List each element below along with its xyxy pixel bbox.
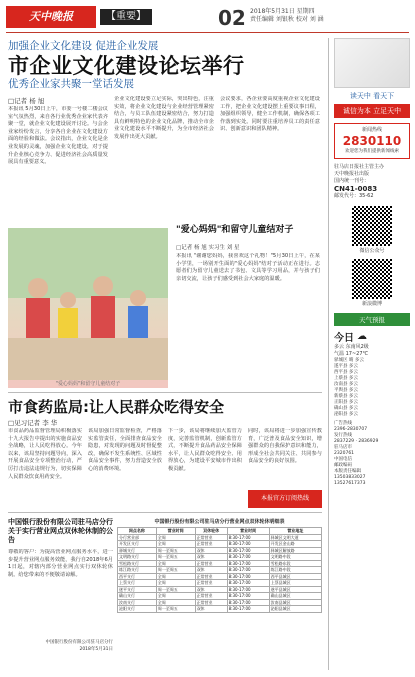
table-cell: 遂平支行 <box>118 586 157 593</box>
table-cell: 全周 <box>156 560 195 567</box>
table-cell: 西平支行 <box>118 573 157 580</box>
weather-temperature: 气温 17~27℃ <box>334 351 369 357</box>
second-column-4: 同时，该局将进一步加强宣传教育，广泛普及食品安全知识，增强群众的自我保护意识和能力，形成全社会共同关注、共同参与食品安全的良好氛围。 <box>248 428 322 465</box>
table-cell: 8:30-17:00 <box>227 586 269 593</box>
table-cell: 全周 <box>156 593 195 600</box>
sidebar-info-line: 驻马店市 <box>334 445 352 450</box>
weather-county-item: 正阳县 多云 <box>334 400 358 405</box>
org-line: 天中晚报社出版 <box>334 171 370 177</box>
bank-notice <box>8 518 113 653</box>
sidebar-info-line: 2396-2830707 <box>334 427 368 432</box>
table-cell: 正常营业 <box>195 573 227 580</box>
table-cell: 正常营业 <box>195 541 227 548</box>
second-byline: □见习记者 李 华 <box>8 419 58 427</box>
table-cell: 周一至周五 <box>156 586 195 593</box>
sidebar-bottom-info <box>334 421 410 487</box>
notice-date: 2018年5月31日 <box>79 647 113 652</box>
lead-kicker: 加强企业文化建设 促进企业发展 <box>8 40 159 52</box>
table-cell: 雪松路支行 <box>118 560 157 567</box>
sub-body: 本报讯 "谢谢您妈妈，我喜欢这个礼物！"5月30日上午，在某小学里，一场别开生面的"爱心妈妈"结对子活动正在进行。志愿者们为留守儿童送去了书包、文具等学习用品，并与孩子们亲切交流，让孩子们感受到社会大家庭的温暖。 <box>176 253 320 282</box>
sidebar-info-line: 13503833027 <box>334 475 366 480</box>
story-photo <box>8 228 168 388</box>
weather-day-label: 今日 <box>334 333 354 344</box>
table-cell: 雪松路东段 <box>269 560 321 567</box>
table-cell: 双休 <box>195 586 227 593</box>
table-cell: 确山县城区 <box>269 593 321 600</box>
sidebar-divider <box>328 38 329 670</box>
org-line: CN41-0083 <box>334 185 378 193</box>
qr-label-wechat: 微信公众号 <box>359 248 385 254</box>
qr-code-weibo <box>352 259 392 299</box>
table-cell: 8:30-17:00 <box>227 567 269 574</box>
weather-county-list <box>334 358 410 418</box>
sub-byline: □记者 杨 旭 实习生 刘 星 <box>176 245 240 251</box>
table-cell: 8:30-17:00 <box>227 547 269 554</box>
dateline <box>250 8 410 24</box>
org-info <box>334 164 410 200</box>
sidebar-tagline: 读天中 看天下 <box>349 92 395 100</box>
newspaper-logo: 天中晚报 <box>6 6 96 28</box>
table-cell: 8:30-17:00 <box>227 573 269 580</box>
table-cell: 周一至周五 <box>156 554 195 561</box>
table-cell: 周一至周五 <box>156 567 195 574</box>
table-cell: 西平县城区 <box>269 573 321 580</box>
issue-date: 2018年5月31日 星期四 <box>250 8 315 15</box>
second-column-1: 市食品药品监督管理局积极落实十九大报告中提出的实施食品安全战略，让人民吃得放心。今年以来，该局坚持问题导向，深入开展食品安全专项整治行动，严厉打击违法违规行为，切实保障人民群众饮食用药安全。 <box>8 428 82 480</box>
top-rule <box>6 32 409 33</box>
table-cell: 汝南支行 <box>118 599 157 606</box>
table-cell: 练江路中段 <box>269 567 321 574</box>
lead-column-1: 本报讯 5月30日上午，市委一号楼二楼会议室气氛热烈，来自各行业优秀企业家代表齐聚一堂，就企业文化建设展开讨论。与会企业家纷纷发言，分享各自企业在文化建设方面的经验和做法。会议指出，企业文化是企业发展的灵魂，加强企业文化建设，对于提升企业核心竞争力、促进经济社会高质量发展具有重要意义。 <box>8 106 108 166</box>
table-cell: 8:30-17:00 <box>227 554 269 561</box>
table-cell: 正常营业 <box>195 580 227 587</box>
table-cell: 8:30-17:00 <box>227 606 269 613</box>
sidebar-info-line: 13527617373 <box>334 481 366 486</box>
sidebar-logo-image <box>334 38 410 88</box>
table-cell: 确山支行 <box>118 593 157 600</box>
weather-county-item: 新蔡县 多云 <box>334 394 358 399</box>
hotline-box <box>334 123 410 159</box>
table-cell: 双休 <box>195 547 227 554</box>
table-cell: 上蔡县城区 <box>269 580 321 587</box>
page-number: 02 <box>218 6 246 30</box>
table-cell: 练江路支行 <box>118 567 157 574</box>
hotline-note: 欢迎您为我们提供新闻线索 <box>345 149 399 154</box>
table-cell: 全周 <box>156 541 195 548</box>
table-cell: 文明路支行 <box>118 554 157 561</box>
second-headline: 市食药监局:让人民群众吃得安全 <box>8 398 225 416</box>
table-cell: 8:30-17:00 <box>227 593 269 600</box>
editor-credit: 责任编辑 刘银秋 校对 刘 涵 <box>250 16 324 23</box>
weather-county-item: 西平县 多云 <box>334 370 358 375</box>
table-header: 营业时间 <box>227 528 269 535</box>
table-cell: 双休 <box>195 606 227 613</box>
hotline-number: 2830110 <box>342 134 402 148</box>
table-cell: 遂平县城区 <box>269 586 321 593</box>
lead-column-3: 会议要求，各企业要高度重视企业文化建设工作，把企业文化建设摆上重要议事日程，加强组织领导，健全工作机制，确保各项工作落到实处。同时要注重培养员工的责任意识、创新意识和团队精神。 <box>220 96 320 133</box>
table-cell: 开发区金山路 <box>269 541 321 548</box>
weather-county-item: 平舆县 多云 <box>334 388 358 393</box>
weather-county-item: 确山县 多云 <box>334 406 358 411</box>
table-cell: 全周 <box>156 599 195 606</box>
weather-county-item: 上蔡县 多云 <box>334 376 358 381</box>
table-header: 营业时间 <box>156 528 195 535</box>
table-cell: 8:30-17:00 <box>227 534 269 541</box>
table-cell: 驿城区文明大道 <box>269 534 321 541</box>
branch-schedule-table <box>117 527 322 613</box>
weather-description: 多云 东南风2级 <box>334 344 369 350</box>
table-cell: 全周 <box>156 580 195 587</box>
table-cell: 泌阳支行 <box>118 606 157 613</box>
table-cell: 双休 <box>195 567 227 574</box>
sub-headline: "爱心妈妈"和留守儿童结对子 <box>176 225 294 235</box>
weather-cloud-icon: ☁ <box>357 331 367 342</box>
weather-county-item: 遂平县 多云 <box>334 364 358 369</box>
table-header: 网点名称 <box>118 528 157 535</box>
sidebar-info-line: 本版责任编辑 <box>334 469 361 474</box>
lead-subhead: 优秀企业家共聚一堂话发展 <box>8 78 134 90</box>
sidebar-info-line: 邮政编码 <box>334 463 352 468</box>
second-column-2: 该局加强日常监督检查，严格落实监管责任，全面排查食品安全隐患，对发现的问题及时督促整改，确保不发生系统性、区域性食品安全事件，努力营造安全放心的消费环境。 <box>88 428 162 472</box>
table-cell: 分行营业部 <box>118 534 157 541</box>
photo-illustration <box>8 228 168 380</box>
table-cell: 全周 <box>156 534 195 541</box>
table-cell: 8:30-17:00 <box>227 541 269 548</box>
ad-banner: 本报官方订阅热线 <box>248 490 322 508</box>
sidebar-slogan: 诚信为本 立足天中 <box>334 104 410 118</box>
lead-headline: 市企业文化建设论坛举行 <box>8 54 245 78</box>
sidebar-info-line: 广告热线 <box>334 421 352 426</box>
sidebar-info-line: 发行热线 <box>334 433 352 438</box>
table-title: 中国银行股份有限公司驻马店分行营业网点双休轮休明细表 <box>154 519 285 525</box>
table-cell: 文明路中段 <box>269 554 321 561</box>
org-line: 邮发代号：35-62 <box>334 193 374 199</box>
notice-title: 中国银行股份有限公司驻马店分行关于实行营业网点双休轮休制的公告 <box>8 518 113 544</box>
table-cell: 上蔡支行 <box>118 580 157 587</box>
notice-body: 尊敬的客户：为提高营业网点服务水平，进一步提升营业网点服务效能，我行自2018年6月1日起，对辖内部分营业网点实行双休轮休制。给您带来的不便敬请谅解。 <box>8 549 113 578</box>
table-cell: 正常营业 <box>195 593 227 600</box>
table-cell: 周一至周五 <box>156 547 195 554</box>
table-cell: 正常营业 <box>195 534 227 541</box>
table-cell: 双休 <box>195 554 227 561</box>
qr-code-wechat <box>352 206 392 246</box>
table-header: 双休轮休 <box>195 528 227 535</box>
table-cell: 8:30-17:00 <box>227 580 269 587</box>
table-cell: 驿城支行 <box>118 547 157 554</box>
section-tag: 【重要】 <box>100 9 152 25</box>
weather-county-item: 汝南县 多云 <box>334 382 358 387</box>
sidebar-info-line: 中国电信 <box>334 457 352 462</box>
photo-caption: "爱心妈妈"和留守儿童结对子 <box>55 381 121 387</box>
branch-table <box>117 518 322 613</box>
lead-column-2: 企业文化建设要立足实际，突出特色，注重实效，将企业文化建设与企业经营管理紧密结合，与员工队伍建设紧密结合，努力打造具有鲜明特色的企业文化品牌，推动全市企业文化建设水平不断提升，为全市经济社会发展作出更大贡献。 <box>114 96 214 140</box>
section-divider-2 <box>8 512 322 513</box>
table-cell: 泌阳县城区 <box>269 606 321 613</box>
lead-byline: □记者 杨 旭 <box>8 97 45 105</box>
table-cell: 全周 <box>156 573 195 580</box>
table-cell: 周一至周五 <box>156 606 195 613</box>
weather-title: 天气预报 <box>334 313 410 326</box>
second-column-3: 下一步，该局将继续加大监管力度，完善监管机制，创新监管方式，不断提升食品药品安全保障水平，让人民群众吃得安全、用得放心，为建设平安城市作出积极贡献。 <box>168 428 242 472</box>
sidebar-info-line: 2837229 · 2836929 <box>334 439 379 444</box>
table-cell: 开发区支行 <box>118 541 157 548</box>
weather-county-item: 驿城区 晴 多云 <box>334 358 364 363</box>
table-cell: 8:30-17:00 <box>227 599 269 606</box>
table-cell: 正常营业 <box>195 560 227 567</box>
sidebar-info-line: 2320761 <box>334 451 355 456</box>
table-cell: 汝南县城区 <box>269 599 321 606</box>
weather-county-item: 泌阳县 多云 <box>334 412 358 417</box>
table-row <box>118 606 322 613</box>
table-header: 营业地址 <box>269 528 321 535</box>
table-cell: 驿城区解放路 <box>269 547 321 554</box>
table-cell: 8:30-17:00 <box>227 560 269 567</box>
notice-signature: 中国银行股份有限公司驻马店分行 <box>45 640 113 645</box>
weather-today <box>334 329 410 344</box>
section-divider <box>8 392 322 393</box>
org-line: 国内统一刊号： <box>334 178 370 184</box>
sidebar <box>334 38 410 487</box>
org-line: 驻马店日报社主管主办 <box>334 164 385 170</box>
hotline-label: 新闻热线 <box>361 127 382 133</box>
qr-label-weibo: 新浪微博 <box>361 301 382 307</box>
table-cell: 正常营业 <box>195 599 227 606</box>
